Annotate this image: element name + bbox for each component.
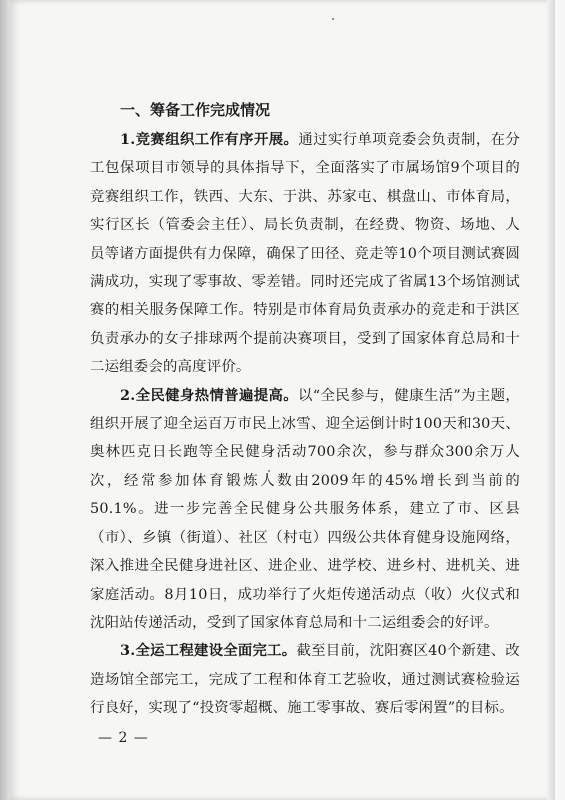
paragraph-3: [90, 637, 520, 722]
document-body: [90, 96, 520, 723]
paragraph-3-lead: 3.全运工程建设全面完工。: [120, 642, 297, 660]
paragraph-1: [90, 126, 520, 382]
paragraph-2-lead: 2.全民健身热情普遍提高。: [120, 386, 299, 404]
page-number: — 2 —: [98, 730, 149, 746]
section-heading: 一、筹备工作完成情况: [120, 101, 271, 119]
paragraph-2: [90, 382, 520, 638]
scan-speck: [332, 18, 334, 20]
paragraph-3-text: 截至目前，沈阳赛区40个新建、改造场馆全部完工，完成了工程和体育工艺验收，通过测试赛检验运行良好，实现了“投资零超概、施工零事故、赛后零闲置”的目标。: [90, 643, 521, 717]
paragraph-2-text: 以“全民参与，健康生活”为主题，组织开展了迎全运百万市民上冰雪、迎全运倒计时100天和30天、奥林匹克日长跑等全民健身活动700余次，参与群众300余万人次，经常参加体育锻炼人数由2009年的45%增长到当前的50.1%。进一步完善全民健身公共服务体系，建立了市、区县（市）、乡镇（街道）、社区（村屯）四级公共体育健身设施网络，深入推进全民健身进社区、进企业、进学校、进乡村、进机关、进家庭活动。8月10日，成功举行了火炬传递活动点（收）火仪式和沈阳站传递活动，受到了国家体育总局和十二运组委会的好评。: [90, 387, 521, 631]
paragraph-1-text: 通过实行单项竞委会负责制，在分工包保项目市领导的具体指导下，全面落实了市属场馆9个项目的竞赛组织工作，铁西、大东、于洪、苏家屯、棋盘山、市体育局，实行区长（管委会主任）、局长负责制，在经费、物资、场地、人员等诸方面提供有力保障，确保了田径、竞走等10个项目测试赛圆满成功，实现了零事故、零差错。同时还完成了省属13个场馆测试赛的相关服务保障工作。特别是市体育局负责承办的竞走和于洪区负责承办的女子排球两个提前决赛项目，受到了国家体育总局和十二运组委会的高度评价。: [90, 132, 520, 376]
document-page: [10, 0, 555, 800]
paragraph-1-lead: 1.竞赛组织工作有序开展。: [120, 131, 299, 148]
page-edge: [547, 0, 555, 800]
